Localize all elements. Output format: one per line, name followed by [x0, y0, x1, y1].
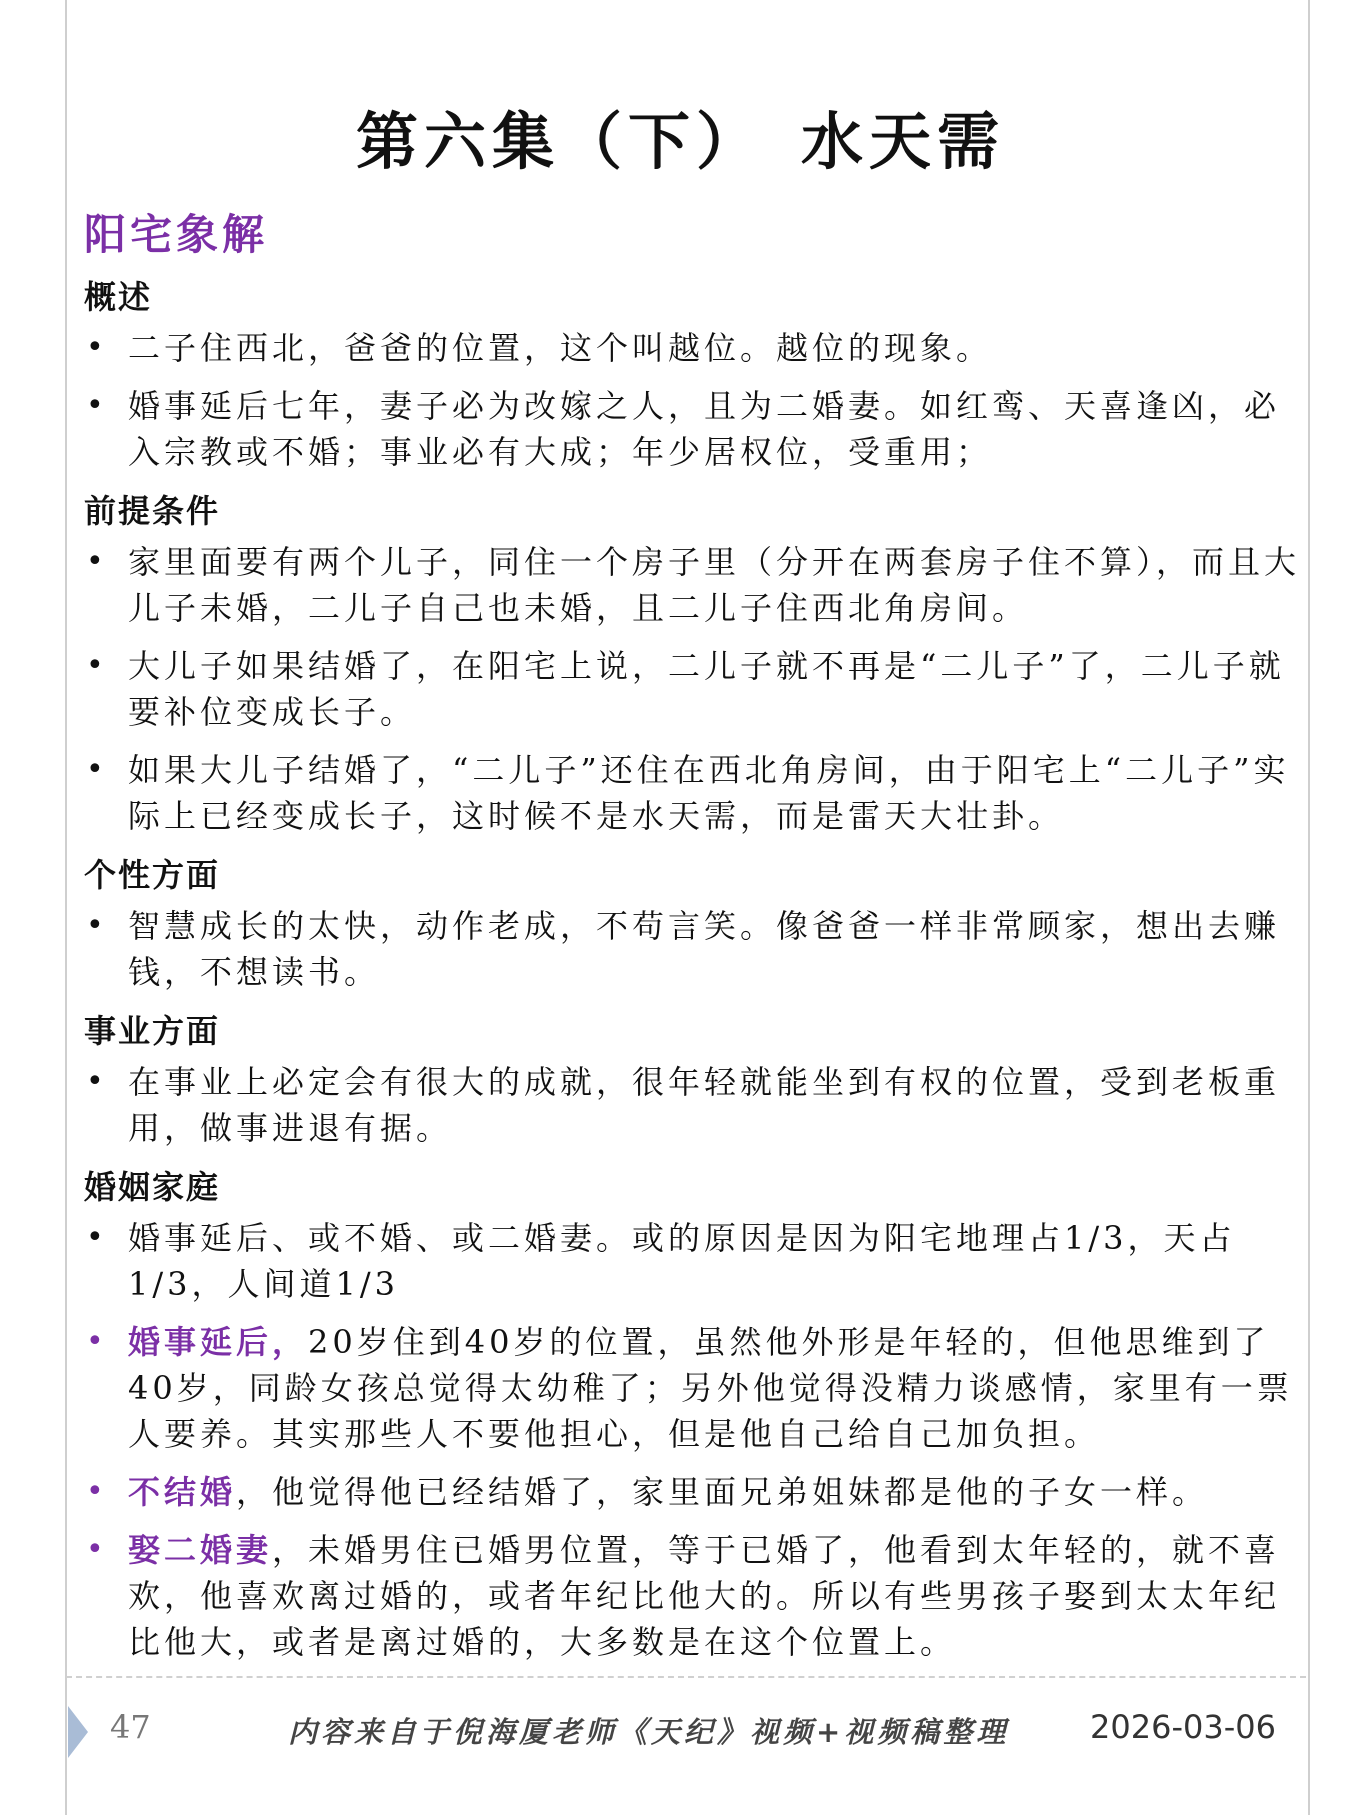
- list-item: [84, 903, 1304, 995]
- bullet-icon: •: [86, 1324, 108, 1359]
- bullet-icon: •: [86, 908, 108, 943]
- list-item-text: 婚事延后七年，妻子必为改嫁之人，且为二婚妻。如红鸾、天喜逢凶，必入宗教或不婚；事业必有大成；年少居权位，受重用；: [128, 387, 1281, 471]
- bullet-icon: •: [86, 1532, 108, 1567]
- page-number: 47: [110, 1708, 151, 1746]
- list-item: [84, 383, 1304, 475]
- list-item-text: ，他觉得他已经结婚了，家里面兄弟姐妹都是他的子女一样。: [236, 1473, 1209, 1511]
- bullet-list: [84, 1059, 1304, 1151]
- highlight-term: 娶二婚妻: [128, 1531, 273, 1569]
- list-item-text: ，未婚男住已婚男位置，等于已婚了，他看到太年轻的，就不喜欢，他喜欢离过婚的，或者年纪比他大的。所以有些男孩子娶到太太年纪比他大，或者是离过婚的，大多数是在这个位置上。: [128, 1531, 1281, 1661]
- list-item: [84, 747, 1304, 839]
- list-item-text: 婚事延后、或不婚、或二婚妻。或的原因是因为阳宅地理占1/3，天占1/3，人间道1/3: [128, 1219, 1236, 1303]
- section-heading: 事业方面: [84, 1012, 221, 1050]
- section-heading: 个性方面: [84, 856, 221, 894]
- page-title: 第六集（下） 水天需: [355, 105, 1005, 178]
- list-item: [84, 1469, 1304, 1515]
- footer-date: 2026-03-06: [1090, 1708, 1276, 1746]
- list-item-text: 二子住西北，爸爸的位置，这个叫越位。越位的现象。: [128, 329, 993, 367]
- highlight-term: 不结婚: [128, 1473, 237, 1511]
- bullet-list: [84, 903, 1304, 995]
- bullet-list: [84, 1215, 1304, 1665]
- section-title: 阳宅象解: [84, 210, 269, 259]
- section-heading: 前提条件: [84, 492, 221, 530]
- list-item: [84, 643, 1304, 735]
- list-item: [84, 325, 1304, 371]
- list-item: [84, 1059, 1304, 1151]
- triangle-arrow-icon: [68, 1706, 88, 1758]
- highlight-term: 婚事延后，: [128, 1323, 309, 1361]
- footer-source: 内容来自于倪海厦老师《天纪》视频+视频稿整理: [288, 1715, 1010, 1749]
- list-item-text: 大儿子如果结婚了，在阳宅上说，二儿子就不再是“二儿子”了，二儿子就要补位变成长子。: [128, 647, 1285, 731]
- section-heading: 概述: [84, 278, 153, 316]
- list-item-text: 在事业上必定会有很大的成就，很年轻就能坐到有权的位置，受到老板重用，做事进退有据。: [128, 1063, 1281, 1147]
- sections-container: [84, 273, 1304, 1665]
- list-item: [84, 539, 1304, 631]
- footer-divider: [66, 1676, 1306, 1678]
- bullet-list: [84, 325, 1304, 475]
- bullet-icon: •: [86, 1474, 108, 1509]
- bullet-icon: •: [86, 648, 108, 683]
- list-item-text: 智慧成长的太快，动作老成，不苟言笑。像爸爸一样非常顾家，想出去赚钱，不想读书。: [128, 907, 1281, 991]
- section-heading: 婚姻家庭: [84, 1168, 221, 1206]
- bullet-icon: •: [86, 330, 108, 365]
- bullet-icon: •: [86, 752, 108, 787]
- bullet-icon: •: [86, 544, 108, 579]
- bullet-icon: •: [86, 1220, 108, 1255]
- list-item: [84, 1215, 1304, 1307]
- list-item-text: 20岁住到40岁的位置，虽然他外形是年轻的，但他思维到了40岁，同龄女孩总觉得太幼稚了；另外他觉得没精力谈感情，家里有一票人要养。其实那些人不要他担心，但是他自己给自己加负担。: [128, 1323, 1293, 1453]
- list-item: [84, 1527, 1304, 1665]
- content-area: [84, 205, 1304, 1677]
- bullet-icon: •: [86, 1064, 108, 1099]
- bullet-icon: •: [86, 388, 108, 423]
- list-item-text: 如果大儿子结婚了，“二儿子”还住在西北角房间，由于阳宅上“二儿子”实际上已经变成长子，这时候不是水天需，而是雷天大壮卦。: [128, 751, 1290, 835]
- list-item: [84, 1319, 1304, 1457]
- bullet-list: [84, 539, 1304, 839]
- list-item-text: 家里面要有两个儿子，同住一个房子里（分开在两套房子住不算），而且大儿子未婚，二儿子自己也未婚，且二儿子住西北角房间。: [128, 543, 1301, 627]
